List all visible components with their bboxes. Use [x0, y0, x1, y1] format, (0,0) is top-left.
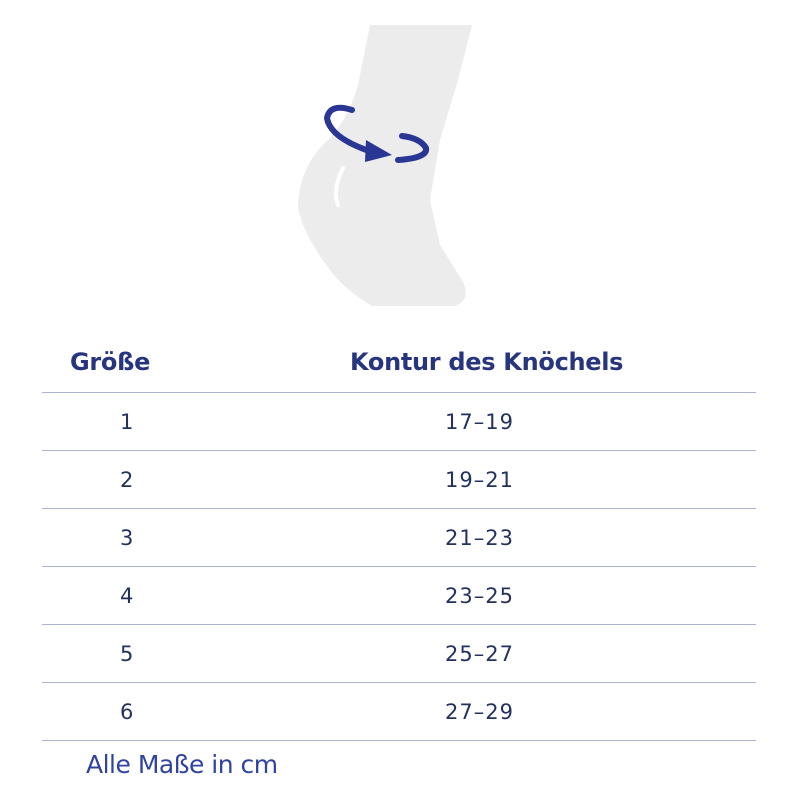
range-cell: 27–29 [445, 700, 514, 724]
table-row [42, 567, 756, 625]
range-cell: 21–23 [445, 526, 514, 550]
table-row [42, 625, 756, 683]
foot-illustration-icon [0, 0, 800, 330]
size-chart-table [42, 340, 756, 741]
size-cell: 1 [120, 410, 135, 434]
size-cell: 3 [120, 526, 135, 550]
table-row [42, 509, 756, 567]
size-column-header: Größe [70, 348, 151, 376]
ankle-measurement-illustration [0, 0, 800, 330]
size-cell: 2 [120, 468, 135, 492]
size-cell: 4 [120, 584, 135, 608]
leg-silhouette [298, 25, 472, 306]
range-cell: 17–19 [445, 410, 514, 434]
table-row [42, 451, 756, 509]
table-row [42, 393, 756, 451]
range-cell: 23–25 [445, 584, 514, 608]
size-cell: 5 [120, 642, 135, 666]
units-footnote: Alle Maße in cm [86, 750, 278, 779]
table-header [42, 340, 756, 393]
range-cell: 19–21 [445, 468, 514, 492]
table-row [42, 683, 756, 741]
ankle-contour-column-header: Kontur des Knöchels [350, 348, 624, 376]
range-cell: 25–27 [445, 642, 514, 666]
size-cell: 6 [120, 700, 135, 724]
